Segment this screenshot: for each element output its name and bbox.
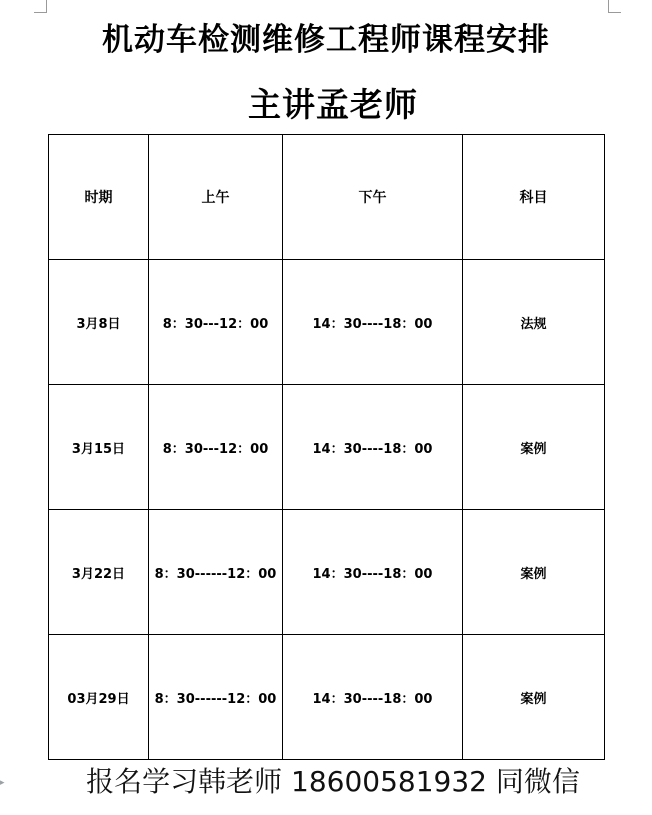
afternoon-time-cell[interactable]: 14：30----18：00	[283, 510, 463, 635]
table-row	[49, 635, 605, 760]
subject-cell[interactable]: 案例	[463, 510, 605, 635]
morning-time-cell[interactable]: 8：30------12：00	[149, 635, 283, 760]
afternoon-time-cell[interactable]: 14：30----18：00	[283, 385, 463, 510]
date-cell[interactable]: 03月29日	[49, 635, 149, 760]
document-subtitle: 主讲孟老师	[248, 85, 418, 124]
morning-time-cell[interactable]: 8：30---12：00	[149, 260, 283, 385]
page-corner-mark-left	[34, 0, 47, 13]
header-cell-afternoon[interactable]: 下午	[283, 135, 463, 260]
morning-time-cell[interactable]: 8：30---12：00	[149, 385, 283, 510]
afternoon-time-cell[interactable]: 14：30----18：00	[283, 260, 463, 385]
table-row	[49, 510, 605, 635]
subject-cell[interactable]: 案例	[463, 635, 605, 760]
header-cell-subject[interactable]: 科目	[463, 135, 605, 260]
subject-cell[interactable]: 法规	[463, 260, 605, 385]
date-cell[interactable]: 3月8日	[49, 260, 149, 385]
contact-footer: 报名学习韩老师 18600581932 同微信	[86, 765, 580, 798]
document-title: 机动车检测维修工程师课程安排	[102, 22, 550, 58]
afternoon-time-cell[interactable]: 14：30----18：00	[283, 635, 463, 760]
table-row	[49, 385, 605, 510]
date-cell[interactable]: 3月15日	[49, 385, 149, 510]
subject-cell[interactable]: 案例	[463, 385, 605, 510]
header-cell-morning[interactable]: 上午	[149, 135, 283, 260]
table-header-row	[49, 135, 605, 260]
schedule-table	[48, 134, 605, 760]
page-corner-mark-right	[608, 0, 621, 13]
morning-time-cell[interactable]: 8：30------12：00	[149, 510, 283, 635]
header-cell-period[interactable]: 时期	[49, 135, 149, 260]
table-row	[49, 260, 605, 385]
margin-caret-icon: ▸	[0, 778, 5, 788]
date-cell[interactable]: 3月22日	[49, 510, 149, 635]
